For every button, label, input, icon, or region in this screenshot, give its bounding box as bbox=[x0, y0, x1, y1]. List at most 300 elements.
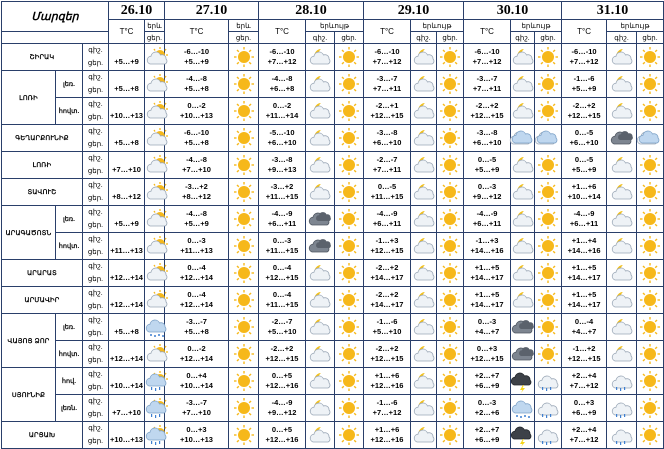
temp-night-30: +2…+7 bbox=[474, 425, 500, 434]
temp-day-30: +12…+15 bbox=[470, 354, 504, 363]
night-subheader: գիշ. bbox=[607, 32, 637, 44]
temp-night-27: 0…-4 bbox=[187, 263, 206, 272]
sun-cloud-icon bbox=[145, 341, 165, 368]
temp-day-26: +12…+14 bbox=[110, 354, 143, 363]
temp-night-29: -2…+2 bbox=[375, 290, 399, 299]
dark-cloud-icon bbox=[511, 341, 535, 368]
rain-cloud-icon bbox=[145, 422, 165, 449]
night-label: գիշ. bbox=[88, 101, 103, 108]
night-label: գիշ. bbox=[88, 209, 103, 216]
temp-day-31: +14…+17 bbox=[567, 273, 601, 282]
temp-day-27: +11…+13 bbox=[180, 246, 213, 255]
moon-cloud-icon bbox=[306, 260, 335, 287]
temp-day-26: +5…+8 bbox=[114, 327, 139, 336]
temp-day-29: +5…+10 bbox=[372, 327, 402, 336]
moon-cloud-icon bbox=[607, 314, 637, 341]
sun-icon bbox=[437, 125, 464, 152]
night-label: գիշ. bbox=[88, 155, 103, 162]
temp-day-29: +12…+15 bbox=[370, 246, 404, 255]
day-label: ցեր. bbox=[87, 141, 104, 148]
dark-cloud-icon bbox=[306, 233, 335, 260]
day-label: ցեր. bbox=[87, 357, 104, 364]
moon-cloud-icon bbox=[411, 314, 437, 341]
day-label: ցեր. bbox=[87, 222, 104, 229]
temp-night-28: 0…-3 bbox=[272, 236, 292, 245]
temp-day-28: +12…+16 bbox=[265, 381, 299, 390]
temp-day-28: +11…+15 bbox=[265, 300, 299, 309]
night-label: գիշ. bbox=[88, 236, 103, 243]
moon-cloud-icon bbox=[411, 395, 437, 422]
sun-icon bbox=[229, 260, 259, 287]
temp-night-29: +1…+6 bbox=[374, 425, 400, 434]
subregion-name: լեռ. bbox=[56, 71, 83, 98]
weather-header: երևույթ bbox=[607, 20, 664, 32]
temp-day-29: +14…+17 bbox=[370, 273, 404, 282]
night-label: գիշ. bbox=[88, 47, 103, 54]
sun-icon bbox=[535, 260, 562, 287]
temp-day-30: +5…+9 bbox=[474, 165, 500, 174]
sun-cloud-icon bbox=[145, 233, 165, 260]
sun-icon bbox=[229, 206, 259, 233]
sun-icon bbox=[335, 152, 364, 179]
temp-night-29: -2…-7 bbox=[376, 155, 398, 164]
sun-icon bbox=[437, 44, 464, 71]
day-subheader: ցեր. bbox=[229, 32, 259, 44]
sun-icon bbox=[637, 179, 664, 206]
temp-day-29: +11…+15 bbox=[370, 192, 404, 201]
temp-night-29: -4…-9 bbox=[376, 209, 398, 218]
night-label: գիշ. bbox=[88, 344, 103, 351]
temp-day-26: +5…+9 bbox=[114, 57, 139, 66]
temp-night-31: -1…-6 bbox=[573, 74, 595, 83]
temp-day-28: +12…+15 bbox=[265, 354, 299, 363]
sun-icon bbox=[335, 125, 364, 152]
moon-cloud-icon bbox=[511, 233, 535, 260]
temp-night-27: -4…-8 bbox=[186, 209, 207, 218]
sun-icon bbox=[535, 98, 562, 125]
temp-day-27: +10…+14 bbox=[180, 381, 213, 390]
temp-day-31: +10…+14 bbox=[567, 192, 601, 201]
temp-day-27: +5…+9 bbox=[184, 219, 209, 228]
temp-night-27: 0…+4 bbox=[186, 371, 207, 380]
temp-day-27: +5…+8 bbox=[184, 84, 209, 93]
sun-icon bbox=[637, 152, 664, 179]
temp-night-28: 0…+5 bbox=[271, 425, 293, 434]
moon-cloud-icon bbox=[511, 98, 535, 125]
sun-icon bbox=[335, 44, 364, 71]
moon-cloud-icon bbox=[607, 341, 637, 368]
moon-cloud-icon bbox=[306, 368, 335, 395]
sun-icon bbox=[637, 71, 664, 98]
day-label: ցեր. bbox=[87, 249, 104, 256]
day-label: ցեր. bbox=[87, 60, 104, 67]
temp-night-28: 0…+5 bbox=[271, 371, 293, 380]
sun-icon bbox=[535, 233, 562, 260]
temp-day-29: +14…+17 bbox=[370, 300, 404, 309]
sun-icon bbox=[335, 179, 364, 206]
temp-night-27: -3…+2 bbox=[185, 182, 208, 191]
temp-night-28: -4…-9 bbox=[271, 209, 293, 218]
temp-night-28: 0…-2 bbox=[272, 101, 292, 110]
temp-header: T°C bbox=[165, 20, 229, 44]
temp-night-28: 0…-4 bbox=[272, 290, 292, 299]
day-subheader: ցեր. bbox=[535, 32, 562, 44]
temp-day-30: +14…+17 bbox=[470, 273, 504, 282]
dark-cloud-icon bbox=[511, 314, 535, 341]
sun-cloud-icon bbox=[145, 287, 165, 314]
temp-night-31: 0…-5 bbox=[574, 155, 594, 164]
temp-day-31: +7…+12 bbox=[569, 435, 599, 444]
temp-day-27: +8…+12 bbox=[182, 192, 211, 201]
temp-night-29: -2…+2 bbox=[375, 344, 399, 353]
sun-icon bbox=[229, 422, 259, 449]
snow-cloud-icon bbox=[511, 395, 535, 422]
temp-day-27: +12…+14 bbox=[180, 273, 213, 282]
forecast-row bbox=[2, 422, 664, 449]
sun-icon bbox=[335, 395, 364, 422]
moon-cloud-icon bbox=[511, 179, 535, 206]
temp-night-29: -1…-6 bbox=[376, 317, 398, 326]
temp-day-29: +7…+11 bbox=[372, 165, 402, 174]
temp-header: T°C bbox=[464, 20, 511, 44]
cloudy-icon bbox=[535, 125, 562, 152]
temp-night-28: -4…-9 bbox=[271, 398, 293, 407]
day-label: ցեր. bbox=[87, 384, 104, 391]
temp-night-30: -4…-9 bbox=[476, 209, 498, 218]
temp-night-28: -5…-10 bbox=[269, 128, 295, 137]
sun-icon bbox=[437, 71, 464, 98]
temp-night-27: 0…+3 bbox=[186, 425, 207, 434]
subregion-name: լեռ. bbox=[56, 206, 83, 233]
temp-night-30: +1…+5 bbox=[474, 290, 500, 299]
sun-cloud-icon bbox=[145, 71, 165, 98]
rain-icon bbox=[607, 422, 637, 449]
sun-icon bbox=[437, 260, 464, 287]
temp-night-27: 0…-3 bbox=[187, 236, 206, 245]
temp-day-26: +5…+9 bbox=[114, 219, 139, 228]
temp-day-28: +11…+15 bbox=[265, 192, 299, 201]
weather-header: երև bbox=[145, 20, 165, 32]
sun-cloud-icon bbox=[145, 206, 165, 233]
moon-cloud-icon bbox=[511, 152, 535, 179]
moon-cloud-icon bbox=[607, 71, 637, 98]
temp-day-28: +9…+13 bbox=[267, 165, 297, 174]
dark-cloud-icon bbox=[607, 125, 637, 152]
temp-night-30: -2…+2 bbox=[475, 101, 499, 110]
moon-cloud-icon bbox=[306, 125, 335, 152]
temp-night-31: -2…+2 bbox=[572, 101, 596, 110]
temp-night-27: -3…-7 bbox=[186, 398, 207, 407]
temp-night-29: 0…-5 bbox=[377, 182, 397, 191]
sun-icon bbox=[229, 98, 259, 125]
sun-icon bbox=[335, 98, 364, 125]
sun-icon bbox=[437, 152, 464, 179]
moon-cloud-icon bbox=[411, 98, 437, 125]
temp-day-26: +10…+13 bbox=[110, 435, 143, 444]
region-name: ԳԵՂԱՐՔՈՒՆԻՔ bbox=[2, 125, 83, 152]
region-name: ԱՐԱՐԱՏ bbox=[2, 260, 83, 287]
temp-night-27: 0…-4 bbox=[187, 290, 206, 299]
forecast-table bbox=[1, 1, 664, 449]
forecast-row bbox=[2, 287, 664, 314]
temp-day-31: +5…+9 bbox=[571, 84, 597, 93]
sun-icon bbox=[437, 287, 464, 314]
temp-day-28: +11…+15 bbox=[265, 246, 299, 255]
day-subheader: ցեր. bbox=[437, 32, 464, 44]
temp-day-31: +7…+12 bbox=[569, 57, 599, 66]
temp-day-27: +10…+13 bbox=[180, 435, 213, 444]
moon-cloud-icon bbox=[306, 341, 335, 368]
forecast-row bbox=[2, 206, 664, 233]
temp-day-30: +4…+7 bbox=[474, 327, 500, 336]
temp-night-29: +1…+6 bbox=[374, 371, 400, 380]
moon-cloud-icon bbox=[306, 44, 335, 71]
moon-cloud-icon bbox=[607, 206, 637, 233]
sun-icon bbox=[437, 206, 464, 233]
sun-cloud-icon bbox=[145, 98, 165, 125]
moon-cloud-icon bbox=[411, 125, 437, 152]
temp-day-27: +12…+14 bbox=[180, 300, 213, 309]
sun-cloud-icon bbox=[145, 179, 165, 206]
night-label: գիշ. bbox=[88, 263, 103, 270]
sun-icon bbox=[229, 341, 259, 368]
temp-day-28: +12…+16 bbox=[265, 435, 299, 444]
sun-icon bbox=[229, 44, 259, 71]
temp-night-31: +1…+6 bbox=[571, 182, 597, 191]
sun-icon bbox=[229, 395, 259, 422]
temp-night-27: -4…-8 bbox=[186, 155, 207, 164]
night-label: գիշ. bbox=[88, 398, 103, 405]
date-header-31: 31.10 bbox=[562, 2, 664, 20]
moon-cloud-icon bbox=[607, 179, 637, 206]
temp-night-27: 0…-2 bbox=[187, 344, 206, 353]
day-label: ցեր. bbox=[87, 168, 104, 175]
moon-cloud-icon bbox=[411, 206, 437, 233]
moon-cloud-icon bbox=[511, 44, 535, 71]
temp-night-29: -3…-8 bbox=[376, 128, 398, 137]
sun-icon bbox=[229, 287, 259, 314]
sun-icon bbox=[437, 368, 464, 395]
temp-night-28: -2…+2 bbox=[270, 344, 294, 353]
moon-cloud-icon bbox=[607, 233, 637, 260]
temp-night-31: -6…-10 bbox=[571, 47, 597, 56]
temp-day-31: +6…+11 bbox=[569, 219, 599, 228]
forecast-row bbox=[2, 260, 664, 287]
moon-cloud-icon bbox=[306, 179, 335, 206]
temp-header: T°C bbox=[259, 20, 306, 44]
temp-day-28: +7…+12 bbox=[267, 57, 297, 66]
rain-icon bbox=[607, 395, 637, 422]
temp-day-26: +5…+8 bbox=[114, 138, 139, 147]
sun-icon bbox=[437, 314, 464, 341]
temp-night-28: -4…-8 bbox=[271, 74, 293, 83]
cloudy-icon bbox=[511, 125, 535, 152]
dark-cloud-icon bbox=[306, 206, 335, 233]
temp-day-29: +6…+10 bbox=[372, 138, 402, 147]
temp-night-30: -1…+3 bbox=[475, 236, 499, 245]
forecast-row bbox=[2, 71, 664, 98]
sun-icon bbox=[637, 341, 664, 368]
temp-day-26: +11…+13 bbox=[110, 246, 143, 255]
weather-header: երևույթ bbox=[306, 20, 364, 32]
temp-night-28: -3…+2 bbox=[270, 182, 294, 191]
temp-day-30: +7…+11 bbox=[472, 84, 502, 93]
temp-day-30: +7…+12 bbox=[472, 57, 502, 66]
moon-cloud-icon bbox=[411, 71, 437, 98]
sun-icon bbox=[437, 179, 464, 206]
temp-day-31: +6…+9 bbox=[571, 408, 597, 417]
sun-icon bbox=[335, 314, 364, 341]
forecast-row bbox=[2, 395, 664, 422]
temp-night-31: -1…+2 bbox=[572, 344, 596, 353]
temp-day-28: +6…+10 bbox=[267, 138, 297, 147]
temp-day-26: +12…+14 bbox=[110, 300, 143, 309]
sun-icon bbox=[637, 287, 664, 314]
sun-icon bbox=[637, 395, 664, 422]
night-label: գիշ. bbox=[88, 290, 103, 297]
temp-night-30: 0…-3 bbox=[477, 398, 497, 407]
temp-night-30: 0…-3 bbox=[477, 317, 497, 326]
temp-day-30: +6…+10 bbox=[472, 138, 502, 147]
temp-night-28: -2…-7 bbox=[271, 317, 293, 326]
moon-cloud-icon bbox=[411, 179, 437, 206]
subregion-name: հովտ. bbox=[56, 341, 83, 368]
temp-day-29: +6…+11 bbox=[372, 219, 402, 228]
sun-icon bbox=[335, 206, 364, 233]
night-label: գիշ. bbox=[88, 371, 103, 378]
temp-day-30: +12…+15 bbox=[470, 111, 504, 120]
forecast-row bbox=[2, 44, 664, 71]
sun-icon bbox=[535, 71, 562, 98]
night-subheader: գիշ. bbox=[511, 32, 535, 44]
sun-icon bbox=[229, 179, 259, 206]
temp-day-26: +10…+14 bbox=[110, 381, 143, 390]
region-name: ՏԱՎՈՒՇ bbox=[2, 179, 83, 206]
sun-icon bbox=[637, 314, 664, 341]
region-name: ՎԱՅՈՑ ՁՈՐ bbox=[2, 314, 56, 368]
region-name: ԼՈՌԻ bbox=[2, 152, 83, 179]
temp-day-29: +12…+15 bbox=[370, 354, 404, 363]
temp-day-30: +14…+17 bbox=[470, 300, 504, 309]
day-label: ցեր. bbox=[87, 303, 104, 310]
temp-night-31: 0…+3 bbox=[573, 398, 595, 407]
sun-icon bbox=[637, 98, 664, 125]
temp-night-27: -6…-10 bbox=[183, 128, 209, 137]
temp-day-31: +4…+7 bbox=[571, 327, 597, 336]
moon-cloud-icon bbox=[511, 206, 535, 233]
rain-cloud-icon bbox=[145, 368, 165, 395]
moon-cloud-icon bbox=[306, 152, 335, 179]
temp-night-28: -3…-8 bbox=[271, 155, 293, 164]
subregion-name: հով. bbox=[56, 368, 83, 395]
temp-day-28: +6…+8 bbox=[269, 84, 295, 93]
day-label: ցեր. bbox=[87, 195, 104, 202]
temp-day-31: +12…+15 bbox=[567, 111, 601, 120]
weather-header: երևույթ bbox=[411, 20, 464, 32]
moon-cloud-icon bbox=[511, 71, 535, 98]
moon-cloud-icon bbox=[607, 260, 637, 287]
temp-day-26: +5…+8 bbox=[114, 84, 139, 93]
sun-icon bbox=[229, 314, 259, 341]
sun-icon bbox=[637, 233, 664, 260]
forecast-row bbox=[2, 314, 664, 341]
temp-night-31: +1…+5 bbox=[571, 290, 597, 299]
moon-cloud-icon bbox=[306, 314, 335, 341]
region-name: ԱՐՑԱԽ bbox=[2, 422, 83, 449]
temp-day-27: +5…+8 bbox=[184, 138, 209, 147]
temp-night-31: +2…+4 bbox=[571, 371, 597, 380]
temp-day-29: +12…+15 bbox=[370, 111, 404, 120]
sun-icon bbox=[335, 422, 364, 449]
temp-day-27: +7…+10 bbox=[182, 408, 211, 417]
temp-night-30: -3…-7 bbox=[476, 74, 498, 83]
rain-icon bbox=[535, 368, 562, 395]
temp-day-30: +6…+11 bbox=[472, 219, 502, 228]
region-name: ԼՈՌԻ bbox=[2, 71, 56, 125]
rain-icon bbox=[535, 422, 562, 449]
sun-icon bbox=[637, 260, 664, 287]
temp-day-29: +7…+11 bbox=[372, 84, 402, 93]
moon-cloud-icon bbox=[411, 260, 437, 287]
moon-cloud-icon bbox=[306, 395, 335, 422]
night-label: գիշ. bbox=[88, 425, 103, 432]
moon-cloud-icon bbox=[306, 287, 335, 314]
moon-cloud-icon bbox=[607, 287, 637, 314]
temp-day-27: +7…+10 bbox=[182, 165, 211, 174]
sun-icon bbox=[535, 44, 562, 71]
temp-night-30: 0…-5 bbox=[477, 155, 497, 164]
temp-night-29: -6…-10 bbox=[374, 47, 400, 56]
temp-day-26: +12…+14 bbox=[110, 273, 143, 282]
sun-icon bbox=[229, 233, 259, 260]
sun-icon bbox=[535, 206, 562, 233]
sun-icon bbox=[335, 341, 364, 368]
forecast-row bbox=[2, 341, 664, 368]
night-label: գիշ. bbox=[88, 128, 103, 135]
moon-cloud-icon bbox=[411, 368, 437, 395]
region-name: ԱՐԱԳԱԾՈՏՆ bbox=[2, 206, 56, 260]
temp-day-31: +14…+17 bbox=[567, 300, 601, 309]
sun-icon bbox=[229, 152, 259, 179]
temp-day-27: +12…+14 bbox=[180, 354, 213, 363]
region-name: ԱՐՄԱՎԻՐ bbox=[2, 287, 83, 314]
temp-day-30: +6…+9 bbox=[474, 381, 500, 390]
temp-day-28: +12…+15 bbox=[265, 273, 299, 282]
sun-cloud-icon bbox=[145, 125, 165, 152]
temp-night-31: +1…+4 bbox=[571, 236, 597, 245]
temp-day-26: +7…+10 bbox=[112, 165, 141, 174]
rain-icon bbox=[607, 368, 637, 395]
temp-night-30: -3…-8 bbox=[476, 128, 498, 137]
forecast-row bbox=[2, 233, 664, 260]
sun-icon bbox=[229, 71, 259, 98]
temp-night-30: +2…+7 bbox=[474, 371, 500, 380]
temp-day-29: +12…+16 bbox=[370, 435, 404, 444]
day-label: ցեր. bbox=[87, 330, 104, 337]
temp-day-28: +6…+11 bbox=[267, 219, 297, 228]
night-label: գիշ. bbox=[88, 317, 103, 324]
date-header-29: 29.10 bbox=[364, 2, 464, 20]
temp-night-27: -6…-10 bbox=[183, 47, 209, 56]
forecast-row bbox=[2, 368, 664, 395]
sun-icon bbox=[335, 260, 364, 287]
storm-icon bbox=[511, 422, 535, 449]
moon-cloud-icon bbox=[607, 152, 637, 179]
temp-day-27: +10…+13 bbox=[180, 111, 213, 120]
temp-night-29: -3…-7 bbox=[376, 74, 398, 83]
sun-cloud-icon bbox=[145, 152, 165, 179]
snow-cloud-icon bbox=[145, 314, 165, 341]
